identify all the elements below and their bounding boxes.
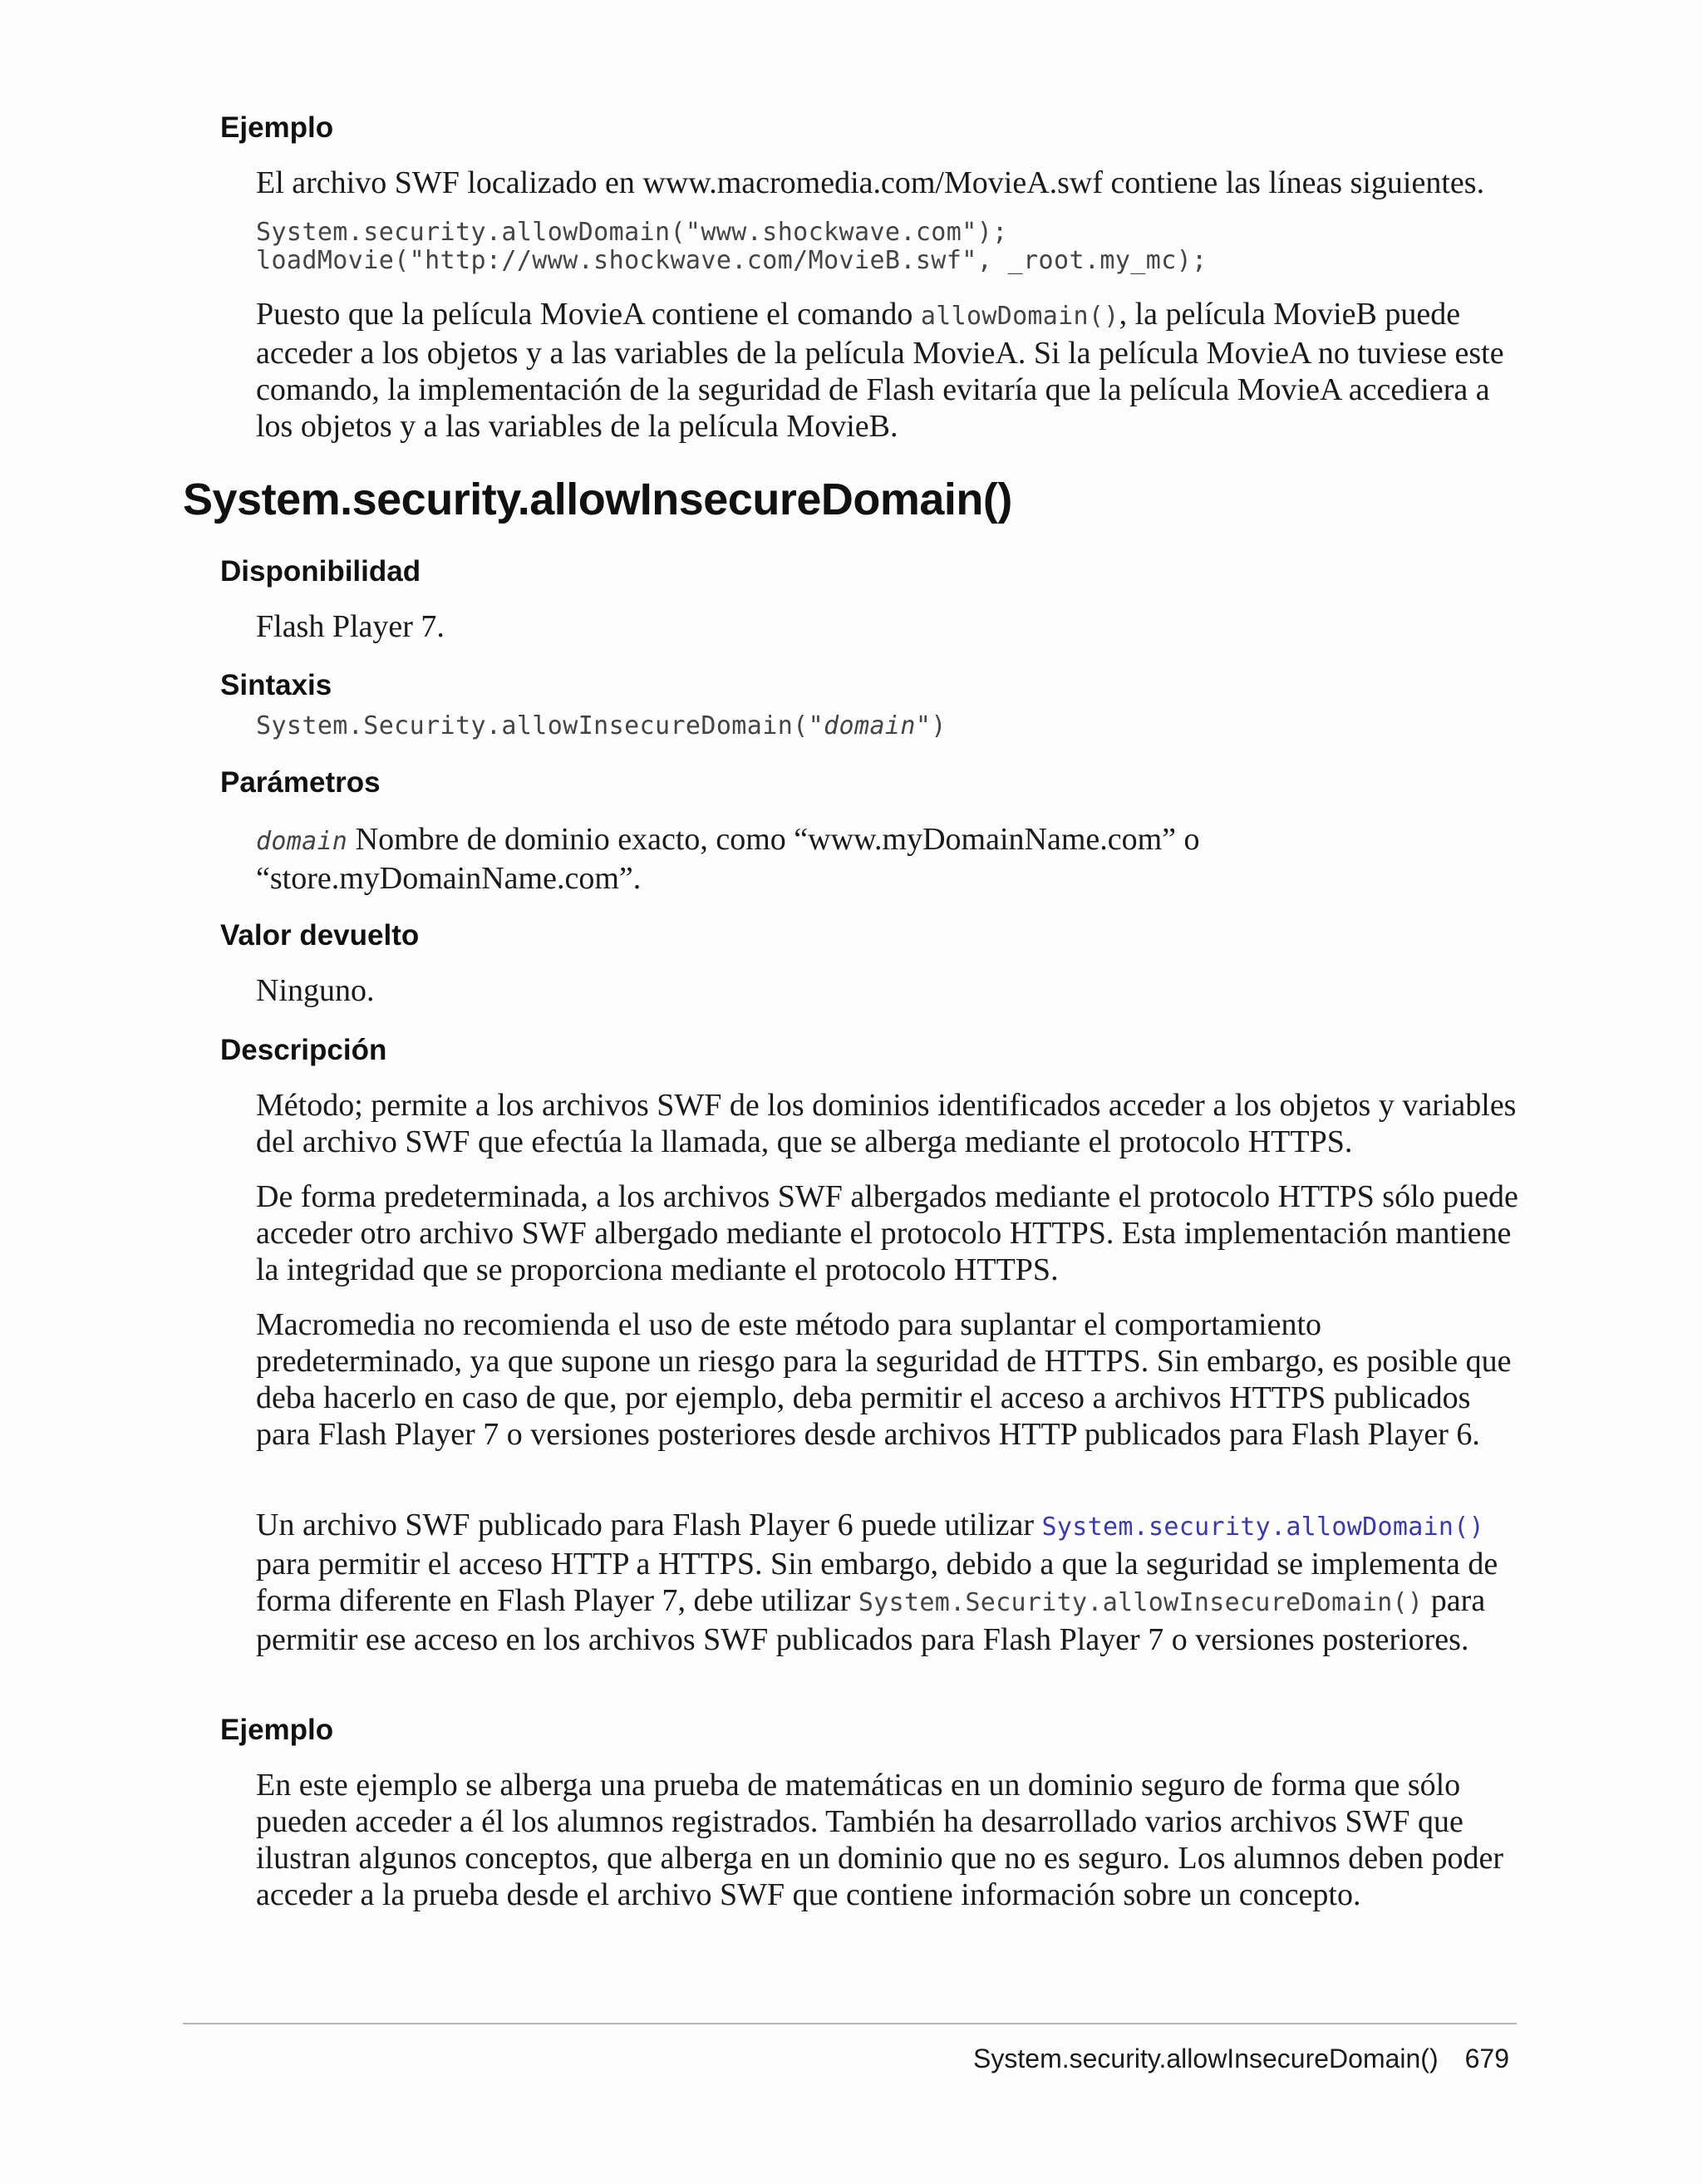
footer-divider xyxy=(183,2023,1517,2024)
page-footer xyxy=(973,2043,1509,2074)
syntax-code-param: domain xyxy=(824,711,916,740)
returns-heading: Valor devuelto xyxy=(220,919,420,952)
link-allowdomain[interactable]: System.security.allowDomain() xyxy=(1041,1513,1485,1542)
p4-text-a: Un archivo SWF publicado para Flash Player 6 puede utilizar xyxy=(256,1508,1042,1542)
syntax-code xyxy=(256,712,947,740)
description-p1: Método; permite a los archivos SWF de los dominios identificados acceder a los objetos y variables del archivo SWF que efectúa la llamada, que se alberga mediante el protocolo HTTPS. xyxy=(256,1088,1517,1159)
description-p2: De forma predeterminada, a los archivos SWF albergados mediante el protocolo HTTPS sólo puede acceder otro archivo SWF albergado mediante el protocolo HTTPS. Esta implementación mantiene la integridad que se proporciona mediante el protocolo HTTPS. xyxy=(256,1179,1518,1287)
example-code-block xyxy=(256,219,1208,275)
explanation-text-2: , la película MovieB puede acceder a los objetos y a las variables de la película MovieA. Si la película MovieA no tuviese este comando, la implementación de la seguridad de Flash evitaría que la película MovieA accediera a los objetos y a las variables de la película MovieB. xyxy=(256,297,1504,444)
syntax-heading: Sintaxis xyxy=(220,669,332,701)
param-desc-domain: Nombre de dominio exacto, como “www.myDomainName.com” o “store.myDomainName.com”. xyxy=(256,822,1200,896)
p4-text-b: para permitir el acceso HTTP a HTTPS. Sin embargo, debido a que la seguridad se implementa de forma diferente en Flash Player 7, debe utilizar xyxy=(256,1547,1498,1618)
footer-title: System.security.allowInsecureDomain() xyxy=(973,2044,1439,2073)
availability-text: Flash Player 7. xyxy=(256,609,445,644)
description-p4 xyxy=(256,1507,1523,1658)
description-heading: Descripción xyxy=(220,1034,387,1066)
p4-text-c: para permitir ese acceso en los archivos SWF publicados para Flash Player 7 o versiones posteriores. xyxy=(256,1583,1486,1657)
example2-text: En este ejemplo se alberga una prueba de matemáticas en un dominio seguro de forma que sólo pueden acceder a él los alumnos registrados. También ha desarrollado varios archivos SWF que ilustran algunos conceptos, que alberga en un dominio que no es seguro. Los alumnos deben poder acceder a la prueba desde el archivo SWF que contiene información sobre un concepto. xyxy=(256,1768,1504,1912)
inline-code-allowinsecuredomain: System.Security.allowInsecureDomain() xyxy=(858,1588,1424,1617)
example-intro: El archivo SWF localizado en www.macromedia.com/MovieA.swf contiene las líneas siguientes. xyxy=(256,165,1485,200)
param-name-domain: domain xyxy=(256,827,348,856)
explanation-text-1: Puesto que la película MovieA contiene el comando xyxy=(256,297,921,332)
description-p3: Macromedia no recomienda el uso de este método para suplantar el comportamiento predeterminado, ya que supone un riesgo para la seguridad de HTTPS. Sin embargo, es posible que deba hacerlo en caso de que, por ejemplo, deba permitir el acceso a archivos HTTPS publicados para Flash Player 7 o versiones posteriores desde archivos HTTP publicados para Flash Player 6. xyxy=(256,1307,1512,1452)
parameters-heading: Parámetros xyxy=(220,766,381,799)
parameter-domain xyxy=(256,821,1336,897)
page-title: System.security.allowInsecureDomain() xyxy=(183,475,1012,524)
inline-code-allowdomain: allowDomain() xyxy=(920,302,1119,331)
example2-heading: Ejemplo xyxy=(220,1714,334,1746)
syntax-code-prefix: System.Security.allowInsecureDomain(" xyxy=(256,711,824,740)
availability-heading: Disponibilidad xyxy=(220,555,421,588)
page-number: 679 xyxy=(1464,2044,1509,2073)
returns-text: Ninguno. xyxy=(256,973,375,1008)
code-line-1: System.security.allowDomain("www.shockwave.com"); xyxy=(256,218,1008,247)
example-explanation xyxy=(256,296,1523,445)
example-heading: Ejemplo xyxy=(220,111,334,144)
code-line-2: loadMovie("http://www.shockwave.com/MovieB.swf", _root.my_mc); xyxy=(256,246,1208,275)
syntax-code-suffix: ") xyxy=(915,711,947,740)
